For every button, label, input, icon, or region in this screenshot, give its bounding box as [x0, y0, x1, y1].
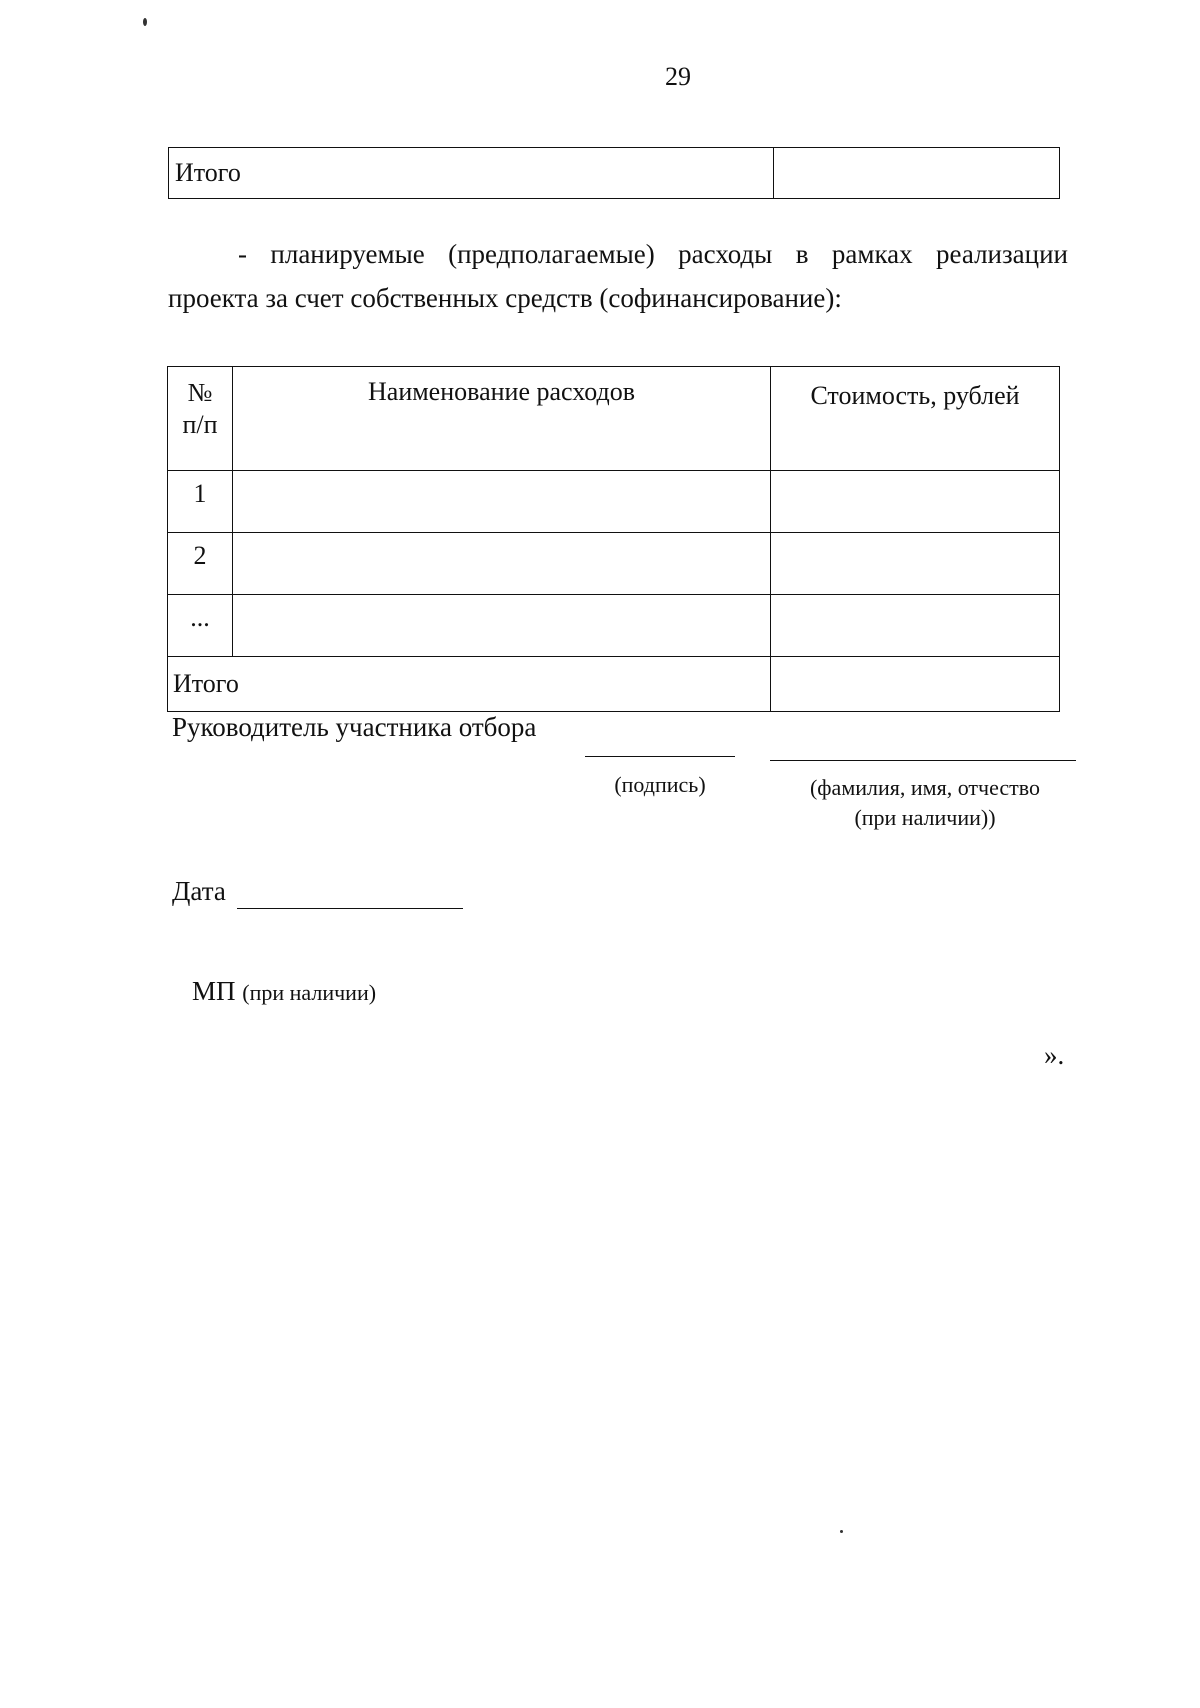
stamp-mp: МП — [192, 976, 236, 1006]
row-number: 1 — [168, 471, 233, 533]
table-row — [168, 533, 1060, 595]
row-number: 2 — [168, 533, 233, 595]
signature-line[interactable] — [585, 756, 735, 757]
intro-line-1: - планируемые (предполагаемые) расходы в рамках реализации — [238, 239, 1068, 269]
total-value-cell[interactable] — [774, 148, 1060, 199]
header-number-line2: п/п — [182, 410, 218, 439]
head-label: Руководитель участника отбора — [172, 712, 537, 742]
total-label: Итого — [168, 657, 771, 712]
stamp-placeholder — [192, 976, 376, 1007]
row-cost[interactable] — [771, 533, 1060, 595]
table-row — [168, 595, 1060, 657]
signature-caption: (подпись) — [614, 772, 706, 797]
table-header-row — [168, 367, 1060, 471]
row-expense-name[interactable] — [233, 533, 771, 595]
row-expense-name[interactable] — [233, 471, 771, 533]
header-number-line1: № — [187, 378, 213, 407]
row-expense-name[interactable] — [233, 595, 771, 657]
header-cost: Стоимость, рублей — [771, 367, 1060, 471]
date-line[interactable] — [237, 908, 463, 909]
date-label: Дата — [172, 876, 226, 906]
top-total-table — [168, 147, 1060, 199]
intro-paragraph — [168, 232, 1068, 320]
header-number — [168, 367, 233, 471]
scan-speck — [143, 18, 147, 26]
fullname-caption-line2: (при наличии)) — [854, 805, 996, 830]
closing-quote-mark: ». — [1044, 1040, 1065, 1070]
row-cost[interactable] — [771, 471, 1060, 533]
stamp-note: (при наличии) — [242, 980, 377, 1005]
header-expense-name: Наименование расходов — [233, 367, 771, 471]
total-label: Итого — [169, 148, 774, 199]
table-row — [168, 471, 1060, 533]
expenses-table — [167, 366, 1060, 712]
row-cost[interactable] — [771, 595, 1060, 657]
fullname-caption — [785, 773, 1065, 833]
table-row — [169, 148, 1060, 199]
table-total-row — [168, 657, 1060, 712]
row-number: ... — [168, 595, 233, 657]
total-value-cell[interactable] — [771, 657, 1060, 712]
scan-speck — [840, 1530, 843, 1533]
fullname-caption-line1: (фамилия, имя, отчество — [809, 775, 1041, 800]
fullname-line[interactable] — [770, 760, 1076, 761]
page-number: 29 — [665, 62, 691, 91]
intro-line-2: проекта за счет собственных средств (софинансирование): — [168, 283, 842, 313]
